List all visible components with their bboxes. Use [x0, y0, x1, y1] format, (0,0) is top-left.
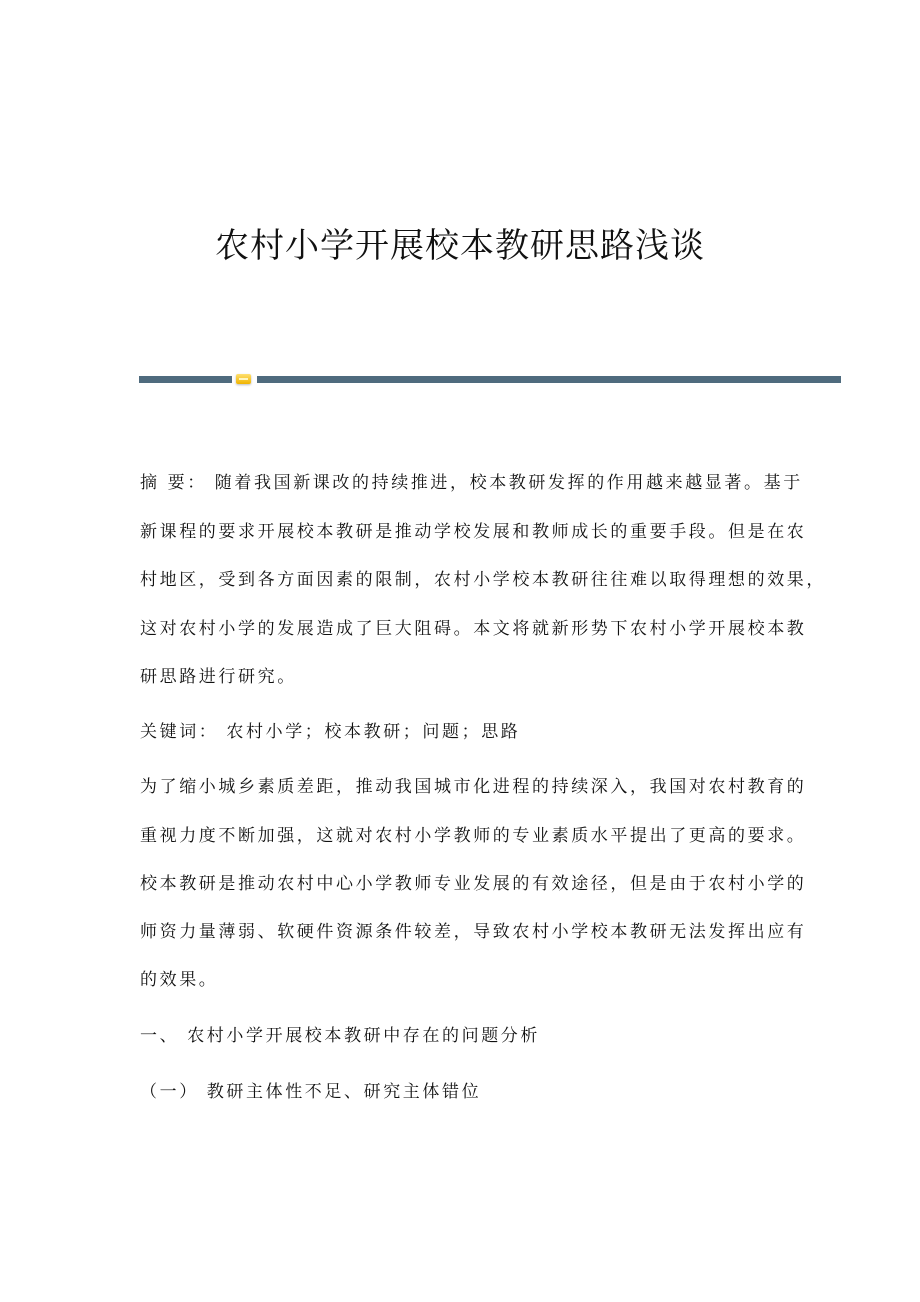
- subsection-heading: （一） 教研主体性不足、研究主体错位: [140, 1082, 482, 1102]
- abstract-line: 村地区，受到各方面因素的限制，农村小学校本教研往往难以取得理想的效果，: [140, 570, 826, 590]
- divider-left: [139, 376, 232, 383]
- intro-line: 校本教研是推动农村中心小学教师专业发展的有效途径，但是由于农村小学的: [140, 874, 807, 894]
- intro-line: 重视力度不断加强，这就对农村小学教师的专业素质水平提出了更高的要求。: [140, 826, 807, 846]
- abstract-line: 新课程的要求开展校本教研是推动学校发展和教师成长的重要手段。但是在农: [140, 522, 807, 542]
- abstract-line: 研思路进行研究。: [140, 667, 297, 687]
- keywords: 关键词： 农村小学；校本教研；问题；思路: [140, 722, 521, 742]
- divider-right: [257, 376, 841, 383]
- abstract-line: 这对农村小学的发展造成了巨大阻碍。本文将就新形势下农村小学开展校本教: [140, 619, 807, 639]
- section-heading: 一、 农村小学开展校本教研中存在的问题分析: [140, 1026, 541, 1046]
- document-title: 农村小学开展校本教研思路浅谈: [215, 226, 705, 266]
- abstract-line: 摘 要： 随着我国新课改的持续推进，校本教研发挥的作用越来越显著。基于: [140, 473, 803, 493]
- intro-line: 师资力量薄弱、软硬件资源条件较差，导致农村小学校本教研无法发挥出应有: [140, 922, 807, 942]
- divider-ornament-icon: [236, 374, 251, 384]
- intro-line: 为了缩小城乡素质差距，推动我国城市化进程的持续深入，我国对农村教育的: [140, 777, 807, 797]
- intro-line: 的效果。: [140, 970, 219, 990]
